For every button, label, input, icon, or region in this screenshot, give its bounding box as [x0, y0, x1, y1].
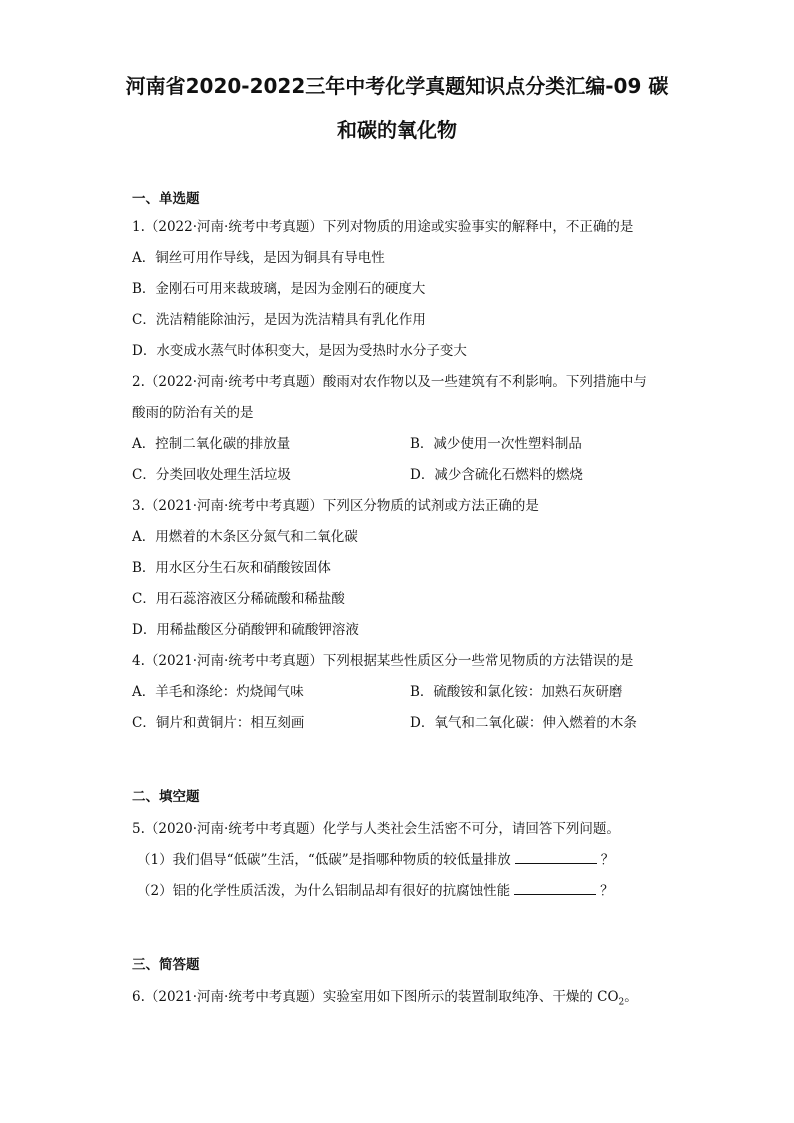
question-3-stem: 3.（2021·河南·统考中考真题）下列区分物质的试剂或方法正确的是 [132, 498, 539, 514]
question-1-option-b: B．金刚石可用来裁玻璃，是因为金刚石的硬度大 [132, 281, 426, 297]
section-heading-single-choice: 一、单选题 [132, 191, 200, 207]
question-4-option-c: C．铜片和黄铜片：相互刻画 [132, 715, 305, 731]
question-mark: ？ [600, 883, 614, 899]
question-4-option-d: D．氧气和二氧化碳：伸入燃着的木条 [410, 715, 637, 731]
answer-blank-1[interactable] [515, 862, 597, 864]
question-4-stem: 4.（2021·河南·统考中考真题）下列根据某些性质区分一些常见物质的方法错误的是 [132, 653, 634, 669]
question-2-stem-line1: 2.（2022·河南·统考中考真题）酸雨对农作物以及一些建筑有不利影响。下列措施中与 [132, 374, 647, 390]
section-heading-fill-in: 二、填空题 [132, 789, 200, 805]
document-title-line1: 河南省2020-2022三年中考化学真题知识点分类汇编-09 碳 [125, 74, 669, 98]
question-3-option-c: C．用石蕊溶液区分稀硫酸和稀盐酸 [132, 591, 345, 607]
question-3-option-d: D．用稀盐酸区分硝酸钾和硫酸钾溶液 [132, 622, 359, 638]
question-3-option-a: A．用燃着的木条区分氮气和二氧化碳 [132, 529, 358, 545]
question-1-option-c: C．洗洁精能除油污，是因为洗洁精具有乳化作用 [132, 312, 426, 328]
question-4-option-b: B．硫酸铵和氯化铵：加熟石灰研磨 [410, 684, 623, 700]
answer-blank-2[interactable] [514, 893, 596, 895]
question-1-option-d: D．水变成水蒸气时体积变大，是因为受热时水分子变大 [132, 343, 467, 359]
question-1-option-a: A．铜丝可用作导线，是因为铜具有导电性 [132, 250, 385, 266]
section-heading-short-answer: 三、简答题 [132, 957, 200, 973]
question-5-part-1-text: （1）我们倡导“低碳”生活，“低碳”是指哪种物质的较低量排放 [137, 852, 511, 868]
question-mark: ？ [600, 852, 615, 868]
co2-subscript: 2 [618, 997, 625, 1008]
question-6-stem [132, 985, 638, 1008]
question-2-option-a: A．控制二氧化碳的排放量 [132, 436, 291, 452]
question-5-part-2 [137, 879, 614, 899]
question-5-part-2-text: （2）铝的化学性质活泼，为什么铝制品却有很好的抗腐蚀性能 [137, 883, 511, 899]
question-6-text: 6.（2021·河南·统考中考真题）实验室用如下图所示的装置制取纯净、干燥的 CO [132, 989, 619, 1005]
question-2-option-c: C．分类回收处理生活垃圾 [132, 467, 291, 483]
question-2-stem-line2: 酸雨的防治有关的是 [132, 405, 254, 421]
question-1-stem: 1.（2022·河南·统考中考真题）下列对物质的用途或实验事实的解释中，不正确的是 [132, 219, 634, 235]
question-3-option-b: B．用水区分生石灰和硝酸铵固体 [132, 560, 331, 576]
question-6-end: 。 [624, 989, 638, 1005]
question-2-option-d: D．减少含硫化石燃料的燃烧 [410, 467, 583, 483]
question-2-option-b: B．减少使用一次性塑料制品 [410, 436, 582, 452]
question-5-part-1 [137, 848, 614, 868]
question-4-option-a: A．羊毛和涤纶：灼烧闻气味 [132, 684, 304, 700]
document-title-line2: 和碳的氧化物 [337, 118, 457, 142]
question-5-stem: 5.（2020·河南·统考中考真题）化学与人类社会生活密不可分，请回答下列问题。 [132, 821, 620, 837]
